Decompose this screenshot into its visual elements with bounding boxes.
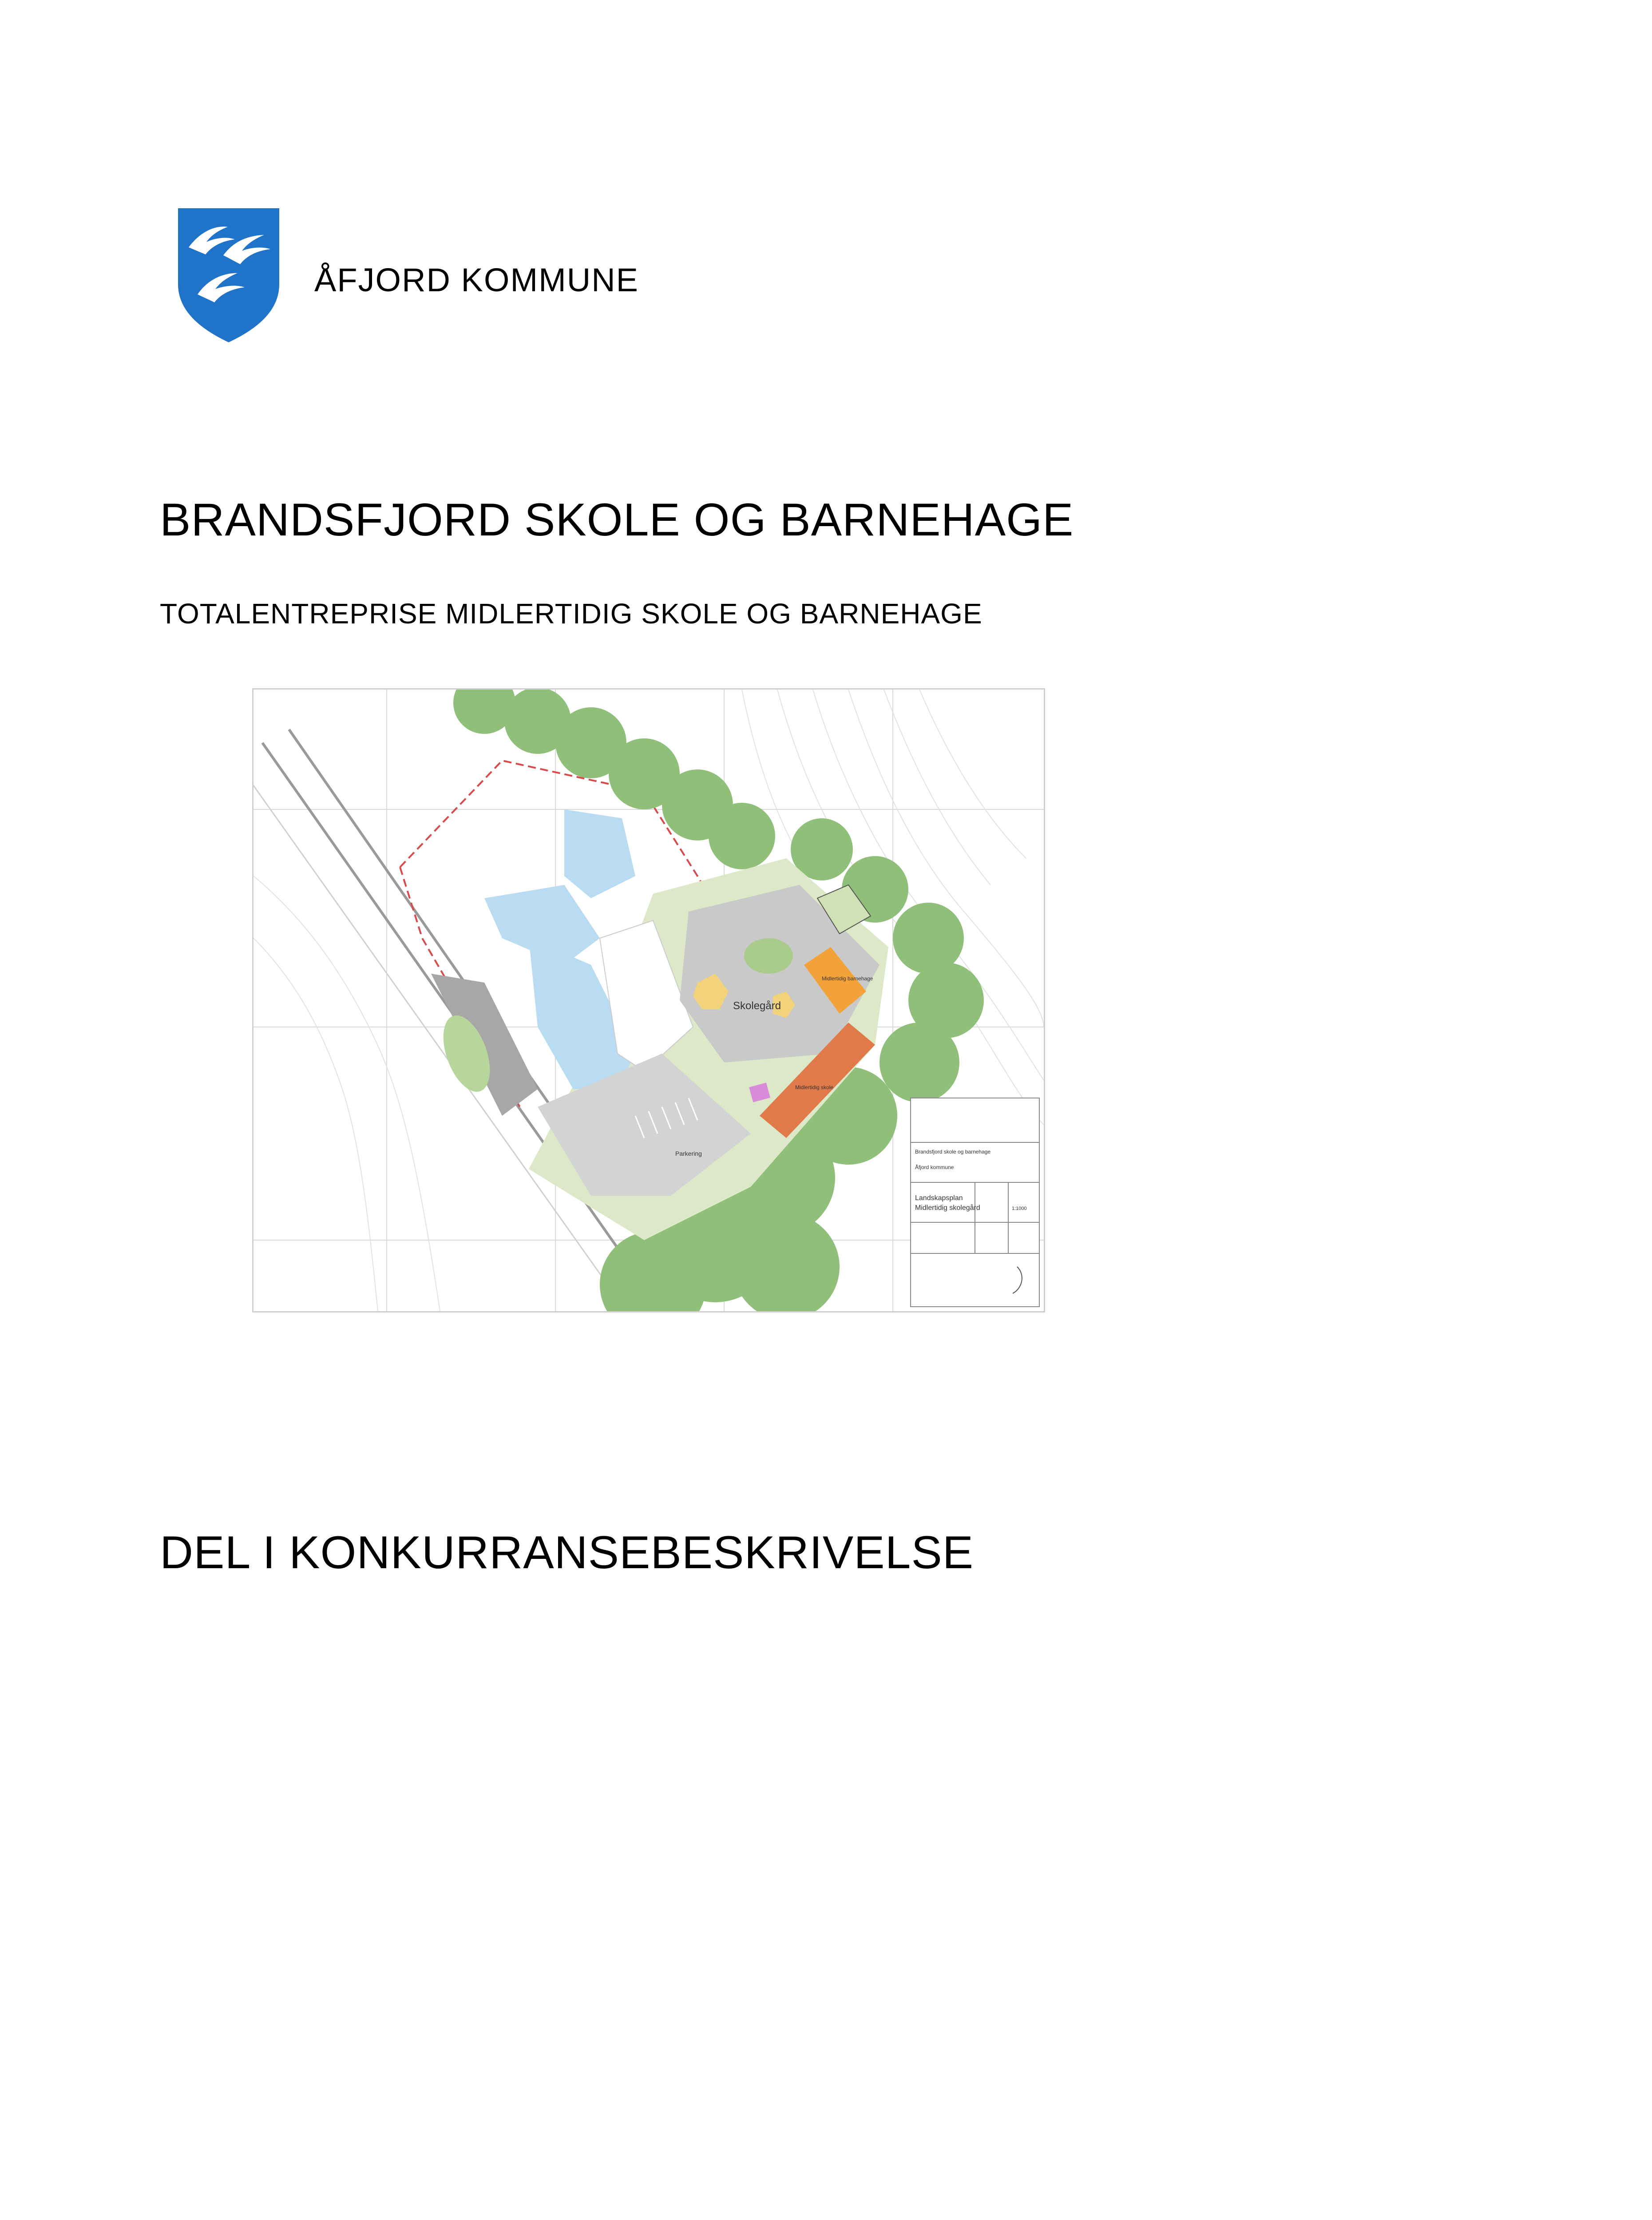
document-title: BRANDSFJORD SKOLE OG BARNEHAGE xyxy=(160,494,1074,546)
coat-of-arms-logo xyxy=(175,206,282,344)
coat-of-arms-swallows-icon xyxy=(175,206,282,344)
title-block-scale: 1:1000 xyxy=(1012,1206,1027,1211)
site-label-barnehage: Midlertidig barnehage xyxy=(822,975,873,982)
organization-name: ÅFJORD KOMMUNE xyxy=(314,262,639,298)
title-block-drawing-title-2: Midlertidig skolegård xyxy=(915,1204,980,1212)
title-block-project: Brandsfjord skole og barnehage xyxy=(915,1149,991,1155)
site-plan-image xyxy=(252,688,1045,1312)
site-label-parkering: Parkering xyxy=(675,1150,702,1157)
site-label-skole: Midlertidig skole xyxy=(795,1084,834,1090)
document-part-heading: DEL I KONKURRANSEBESKRIVELSE xyxy=(160,1527,974,1578)
site-label-skolegard: Skolegård xyxy=(733,1000,781,1012)
drawing-title-block xyxy=(911,1098,1039,1307)
document-subtitle: TOTALENTREPRISE MIDLERTIDIG SKOLE OG BARNEHAGE xyxy=(160,598,982,630)
title-block-client: Åfjord kommune xyxy=(915,1164,954,1170)
title-block-drawing-title-1: Landskapsplan xyxy=(915,1194,963,1202)
